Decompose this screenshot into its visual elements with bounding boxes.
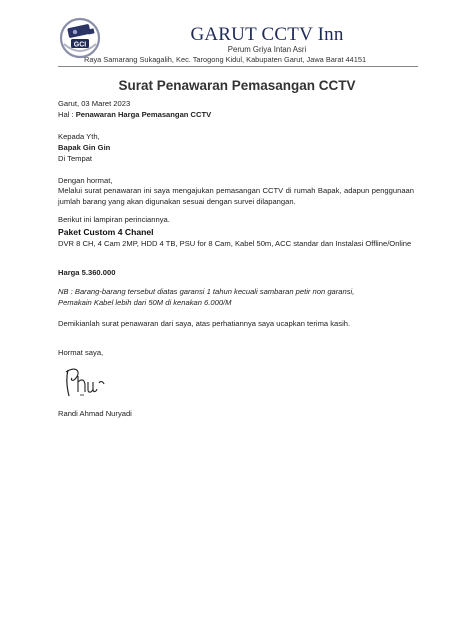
price: Harga 5.360.000 (58, 268, 116, 277)
recipient-place: Di Tempat (58, 154, 93, 163)
note-line-1: NB : Barang-barang tersebut diatas garansi 1 tahun kecuali sambaran petir non garansi, (58, 287, 355, 296)
logo-text: GCI (73, 41, 87, 49)
company-address: Raya Samarang Sukagalih, Kec. Tarogong Kidul, Kabupaten Garut, Jawa Barat 44151 (84, 55, 367, 64)
greeting: Dengan hormat, (58, 176, 113, 185)
intro-paragraph: Melalui surat penawaran ini saya mengajukan pemasangan CCTV di rumah Bapak, adapun penggunaan jumlah barang yang akan digunakan sesuai dengan survei dilapangan. (58, 186, 414, 206)
details-intro: Berikut ini lampiran perinciannya. (58, 215, 170, 224)
recipient-name: Bapak Gin Gin (58, 143, 111, 152)
subject-value: Penawaran Harga Pemasangan CCTV (75, 110, 212, 119)
closing-salutation: Hormat saya, (58, 348, 104, 357)
letter-subject (58, 109, 211, 120)
closing-paragraph: Demikianlah surat penawaran dari saya, atas perhatiannya saya ucapkan terima kasih. (58, 319, 351, 328)
handwritten-signature (60, 362, 120, 404)
package-description: DVR 8 CH, 4 Cam 2MP, HDD 4 TB, PSU for 8 Cam, Kabel 50m, ACC standar dan Instalasi Offline/Online (58, 239, 412, 248)
letterhead-divider (58, 66, 418, 67)
letter-date: Garut, 03 Maret 2023 (58, 99, 131, 108)
subject-label: Hal : (58, 110, 76, 119)
company-name: GARUT CCTV Inn (190, 24, 344, 45)
letter-title: Surat Penawaran Pemasangan CCTV (118, 78, 356, 93)
package-name: Paket Custom 4 Chanel (58, 227, 154, 237)
recipient-intro: Kepada Yth, (58, 132, 100, 141)
company-subtitle: Perum Griya Intan Asri (227, 45, 307, 54)
note-line-2: Pemakain Kabel lebih dari 50M di kenakan 6.000/M (58, 298, 232, 307)
signer-name: Randi Ahmad Nuryadi (58, 409, 132, 418)
